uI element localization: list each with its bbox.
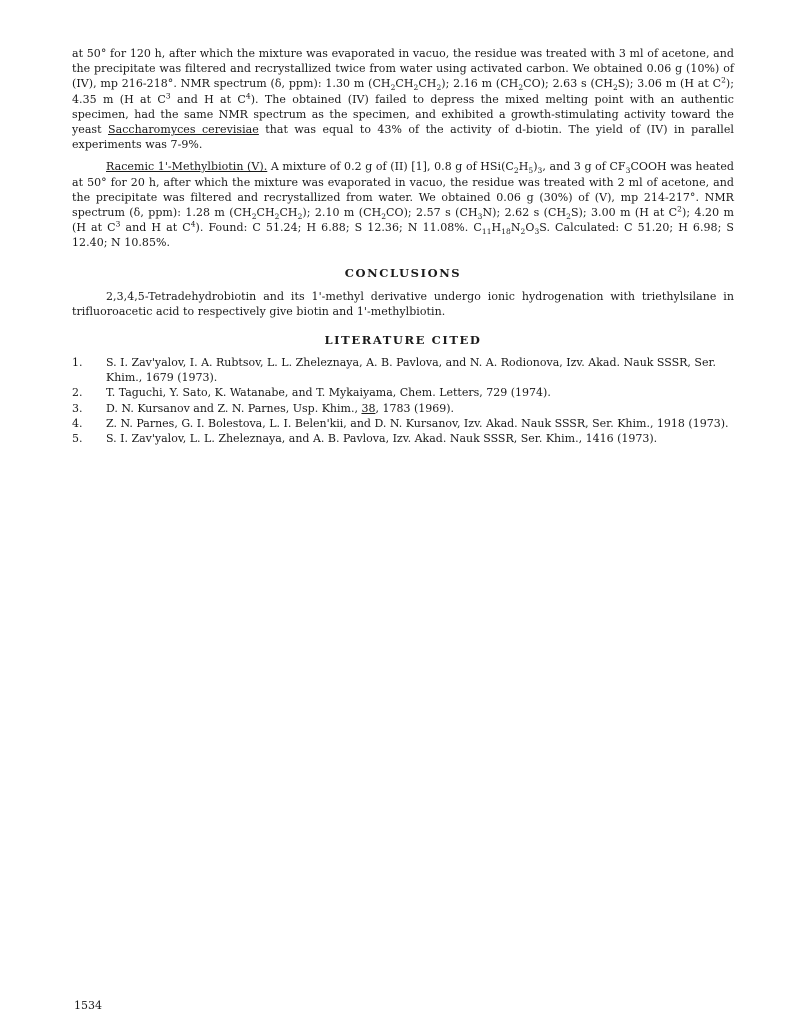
reference-number: 4. — [72, 416, 83, 430]
reference-number: 5. — [72, 432, 83, 446]
conclusions-heading: CONCLUSIONS — [344, 265, 462, 280]
reference-item — [72, 385, 734, 400]
experimental-paragraph-iv: at 50° for 120 h, after which the mixture was evaporated in vacuo, the residue was treated with 3 ml of acetone, and the precipitate was filtered and recrystallized twice from water using activated carbon. We obtained 0.06 g (10%) of (IV), mp 216-218°. NMR spectrum (δ, ppm): 1.30 m $(CH_2CH_2CH_2)$; 2.16 m $(CH_2CO)$; 2.63 s $(CH_2S)$; 3.06 m (H at $C^2$); 4.35 m (H at $C^3$ and H at $C^4$). The obtained (IV) failed to depress the mixed melting point with an authentic specimen, had the same NMR spectrum as the specimen, and exhibited a growth-stimulating activity toward the yeast Saccharomyces cerevisiae that was equal to 43% of the activity of d-biotin. The yield of (IV) in parallel experiments was 7-9%. — [72, 47, 735, 152]
conclusions-text: 2,3,4,5-Tetradehydrobiotin and its 1'-methyl derivative undergo ionic hydrogenation with triethylsilane in trifluoroacetic acid to respectively give biotin and 1'-methylbiotin. — [72, 289, 734, 318]
experimental-paragraph-v: Racemic 1'-Methylbiotin (V). A mixture of 0.2 g of (II) [1], 0.8 g of $HSi(C_2H_5)_3$, and 3 g of $CF_3COOH$ was heated at 50° for 20 h, after which the mixture was evaporated in vacuo, the residue was treated with 2 ml of acetone, and the precipitate was filtered and recrystallized from water. We obtained 0.06 g (30%) of (V), mp 214-217°. NMR spectrum (δ, ppm): 1.28 m $(CH_2CH_2CH_2)$; 2.10 m $(CH_2CO)$; 2.57 s $(CH_3N)$; 2.62 s $(CH_2S)$; 3.00 m (H at $C^2$); 4.20 m (H at $C^3$ and H at $C^4$). Found: C 51.24; H 6.88; S 12.36; N 11.08%. $C_{11}H_{18}N_2O_3S$. Calculated: C 51.20; H 6.98; S 12.40; N 10.85%. — [72, 160, 734, 250]
page-number: 1534 — [74, 999, 102, 1012]
reference-item — [72, 401, 734, 416]
reference-text: D. N. Kursanov and Z. N. Parnes, Usp. Khim., 38, 1783 (1969). — [106, 401, 455, 415]
reference-text: T. Taguchi, Y. Sato, K. Watanabe, and T. Mykaiyama, Chem. Letters, 729 (1974). — [106, 386, 551, 400]
reference-list — [72, 355, 734, 446]
reference-number: 2. — [72, 386, 83, 400]
reference-item — [72, 431, 734, 446]
volume-number: 38 — [361, 401, 376, 415]
reference-item — [72, 355, 734, 385]
compound-title: Racemic 1'-Methylbiotin (V). — [106, 160, 268, 174]
reference-item — [72, 416, 734, 431]
reference-text: S. I. Zav'yalov, I. A. Rubtsov, L. L. Zheleznaya, A. B. Pavlova, and N. A. Rodionova, Izv. Akad. Nauk SSSR, Ser. Khim., 1679 (1973). — [106, 356, 717, 385]
reference-text: S. I. Zav'yalov, L. L. Zheleznaya, and A. B. Pavlova, Izv. Akad. Nauk SSSR, Ser. Khim., 1416 (1973). — [106, 432, 658, 446]
reference-number: 3. — [72, 401, 83, 415]
literature-heading: LITERATURE CITED — [324, 333, 482, 348]
page-body — [72, 46, 734, 446]
species-name: Saccharomyces cerevisiae — [108, 123, 259, 137]
reference-text: Z. N. Parnes, G. I. Bolestova, L. I. Belen'kii, and D. N. Kursanov, Izv. Akad. Nauk SSSR, Ser. Khim., 1918 (1973). — [106, 416, 729, 430]
reference-number: 1. — [72, 356, 83, 370]
